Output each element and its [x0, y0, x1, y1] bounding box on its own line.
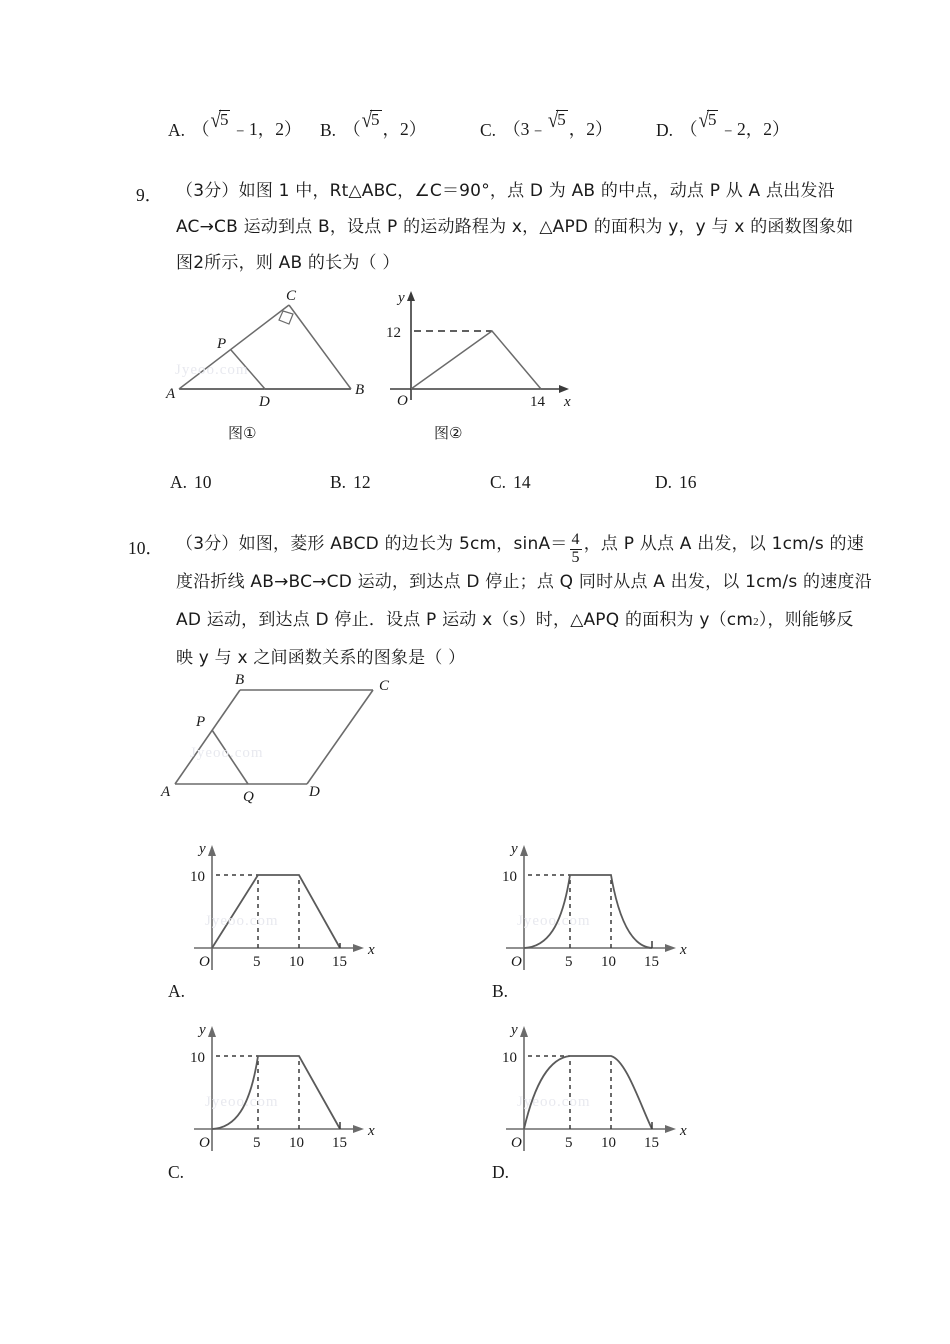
svg-text:D: D: [309, 784, 320, 800]
choice-a-value: ﹣1，2: [231, 119, 284, 139]
question-10-line-4: 映 y 与 x 之间函数关系的图象是（ ）: [176, 648, 466, 668]
svg-text:y: y: [511, 841, 518, 857]
q9-choice-b-letter: B.: [330, 472, 347, 492]
q9-choice-c-letter: C.: [490, 472, 507, 492]
choice-d-close-paren: ）: [771, 119, 790, 139]
question-10-rhombus-figure: [155, 668, 425, 813]
question-10-line-1-suffix: ，点 P 从点 A 出发，以 1cm/s 的速: [583, 534, 864, 554]
watermark: Jyeoo.com: [517, 1094, 591, 1110]
svg-text:5: 5: [565, 954, 573, 970]
svg-text:5: 5: [565, 1135, 573, 1151]
question-10-line-3-suffix: ），则能够反: [758, 610, 854, 630]
svg-text:B: B: [355, 382, 365, 398]
svg-text:C: C: [379, 678, 390, 694]
question-10-line-1: [176, 531, 864, 572]
choice-a-open-paren: （: [192, 119, 210, 139]
choice-d-open-paren: （: [680, 119, 698, 139]
question-10-number: 10．: [128, 538, 163, 558]
svg-text:10: 10: [190, 869, 205, 885]
choice-b-open-paren: （: [343, 119, 361, 139]
graph-option-b-letter: B.: [492, 981, 509, 1001]
choice-c-value: ，2: [568, 119, 595, 139]
figure-2-caption: 图②: [434, 424, 463, 442]
question-9-choices: [170, 472, 697, 493]
choice-c-open-paren: （: [503, 119, 521, 139]
question-9-figure-1: [165, 288, 380, 408]
watermark: Jyeoo.com: [190, 745, 264, 761]
svg-text:x: x: [564, 394, 571, 410]
choice-b-value: ，2: [382, 119, 409, 139]
svg-text:y: y: [199, 1022, 206, 1038]
sqrt-5-radical: √5: [547, 108, 566, 133]
q9-choice-c[interactable]: [490, 472, 655, 493]
svg-text:10: 10: [502, 869, 517, 885]
svg-text:10: 10: [502, 1050, 517, 1066]
choice-c[interactable]: [480, 108, 656, 141]
choice-b-letter: B.: [320, 120, 337, 140]
svg-text:O: O: [511, 1135, 522, 1151]
graph-option-d[interactable]: [502, 1016, 717, 1156]
question-9-figure-2: [378, 288, 578, 413]
q9-choice-b-text: 12: [353, 472, 371, 492]
svg-text:10: 10: [289, 1135, 304, 1151]
question-10-line-3-prefix: AD 运动，到达点 D 停止．设点 P 运动 x（s）时，△APQ 的面积为 y（cm: [176, 610, 754, 630]
q9-choice-a-letter: A.: [170, 472, 188, 492]
choice-d-value: ﹣2，2: [719, 119, 772, 139]
graph-option-d-letter: D.: [492, 1162, 510, 1182]
svg-text:x: x: [680, 1123, 687, 1139]
svg-text:15: 15: [644, 1135, 659, 1151]
question-9-line-1: （3分）如图 1 中，Rt△ABC，∠C＝90°，点 D 为 AB 的中点，动点 P 从 A 点出发沿: [176, 181, 835, 201]
svg-text:O: O: [199, 954, 210, 970]
svg-text:14: 14: [530, 394, 545, 410]
cm-squared-exponent: 2: [753, 616, 759, 628]
choice-c-letter: C.: [480, 120, 497, 140]
q9-choice-a-text: 10: [194, 472, 212, 492]
svg-text:10: 10: [601, 954, 616, 970]
question-9-line-3: 图2所示，则 AB 的长为（ ）: [176, 253, 400, 273]
watermark: Jyeoo.com: [517, 913, 591, 929]
svg-text:y: y: [199, 841, 206, 857]
svg-text:B: B: [235, 672, 245, 688]
svg-text:C: C: [286, 288, 297, 304]
question-9-line-2: AC→CB 运动到点 B，设点 P 的运动路程为 x，△APD 的面积为 y，y 与 x 的函数图象如: [176, 217, 854, 237]
svg-text:O: O: [511, 954, 522, 970]
choice-a-close-paren: ）: [283, 119, 302, 139]
svg-text:P: P: [196, 714, 206, 730]
graph-option-a-letter: A.: [168, 981, 186, 1001]
graph-option-a[interactable]: [190, 835, 405, 975]
svg-text:P: P: [217, 336, 227, 352]
choice-c-close-paren: ）: [595, 119, 613, 139]
graph-option-c-letter: C.: [168, 1162, 185, 1182]
svg-text:10: 10: [190, 1050, 205, 1066]
watermark: Jyeoo.com: [205, 913, 279, 929]
choice-b[interactable]: [320, 108, 480, 141]
figure-1-caption: 图①: [228, 424, 257, 442]
svg-text:5: 5: [253, 954, 261, 970]
choice-a[interactable]: [168, 108, 320, 141]
graph-option-c[interactable]: [190, 1016, 405, 1156]
svg-text:A: A: [161, 784, 171, 800]
svg-text:D: D: [259, 394, 270, 410]
question-8-choices: [168, 108, 790, 141]
watermark: Jyeoo.com: [175, 362, 249, 378]
choice-b-close-paren: ）: [408, 119, 427, 139]
choice-c-prefix: 3﹣: [520, 119, 547, 139]
sqrt-5-radical: √5: [210, 108, 229, 133]
svg-text:x: x: [680, 942, 687, 958]
svg-text:12: 12: [386, 325, 401, 341]
q9-choice-b[interactable]: [330, 472, 490, 493]
svg-text:y: y: [398, 290, 405, 306]
fraction-numerator: 4: [571, 531, 580, 548]
question-10-line-2: 度沿折线 AB→BC→CD 运动，到达点 D 停止；点 Q 同时从点 A 出发，以 1cm/s 的速度沿: [176, 572, 872, 592]
graph-option-b[interactable]: [502, 835, 717, 975]
choice-d-letter: D.: [656, 120, 674, 140]
fraction-denominator: 5: [571, 548, 580, 566]
svg-text:15: 15: [332, 1135, 347, 1151]
q9-choice-d-text: 16: [679, 472, 697, 492]
question-10-line-3: [176, 612, 854, 629]
svg-text:x: x: [368, 942, 375, 958]
svg-text:O: O: [397, 393, 408, 409]
sin-a-fraction: [570, 532, 582, 567]
q9-choice-a[interactable]: [170, 472, 330, 493]
q9-choice-c-text: 14: [513, 472, 531, 492]
svg-text:O: O: [199, 1135, 210, 1151]
svg-text:5: 5: [253, 1135, 261, 1151]
svg-text:A: A: [166, 386, 176, 402]
svg-text:15: 15: [644, 954, 659, 970]
svg-text:Q: Q: [243, 789, 254, 805]
question-9-number: 9．: [136, 185, 163, 205]
svg-text:10: 10: [289, 954, 304, 970]
question-10-line-1-prefix: （3分）如图，菱形 ABCD 的边长为 5cm，sinA＝: [176, 534, 568, 554]
choice-a-letter: A.: [168, 120, 186, 140]
sqrt-5-radical: √5: [698, 108, 717, 133]
svg-text:15: 15: [332, 954, 347, 970]
sqrt-5-radical: √5: [361, 108, 380, 133]
svg-text:y: y: [511, 1022, 518, 1038]
svg-text:10: 10: [601, 1135, 616, 1151]
q9-choice-d-letter: D.: [655, 472, 673, 492]
svg-text:x: x: [368, 1123, 375, 1139]
watermark: Jyeoo.com: [205, 1094, 279, 1110]
choice-d[interactable]: [656, 108, 790, 141]
q9-choice-d[interactable]: [655, 472, 697, 493]
